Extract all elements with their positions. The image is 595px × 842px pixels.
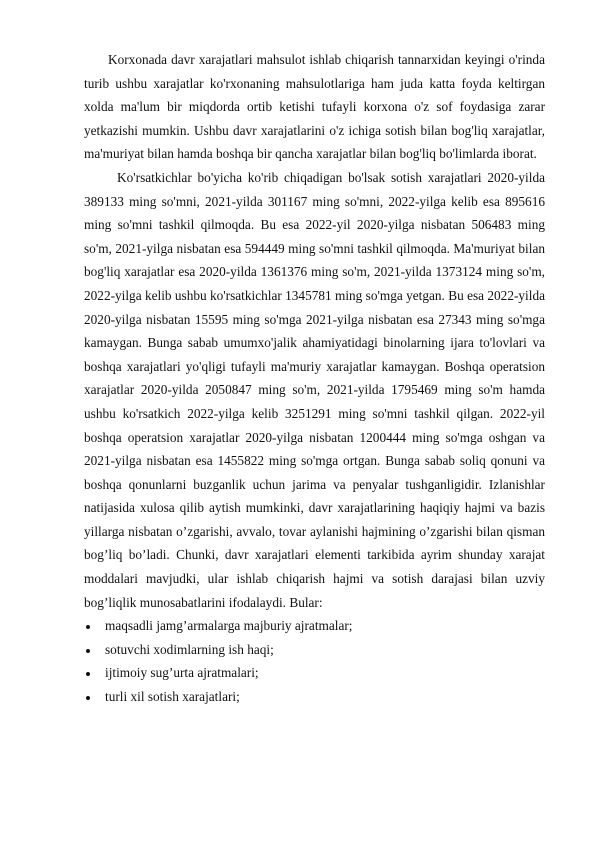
list-item-text: sotuvchi xodimlarning ish haqi;: [105, 641, 274, 657]
bullet-icon: [86, 696, 90, 700]
list-item: [84, 685, 545, 709]
document-page: [84, 48, 545, 709]
list-item-text: maqsadli jamg’armalarga majburiy ajratmalar;: [105, 618, 353, 634]
bullet-icon: [86, 672, 90, 676]
list-item-text: turli xil sotish xarajatlari;: [105, 689, 240, 705]
paragraph-period-costs-intro: Korxonada davr xarajatlari mahsulot ishlab chiqarish tannarxidan keyingi o'rinda turib ushbu xarajatlar ko'rxonaning mahsulotlariga ham juda katta foyda keltirgan xolda ma'lum bir miqdorda ortib ketishi tufayli korxona o'z sof foydasiga zarar yetkazishi mumkin. Ushbu davr xarajatlarini o'z ichiga sotish bilan bog'liq xarajatlar, ma'muriyat bilan hamda boshqa bir qancha xarajatlar bilan bog'liq bo'limlarda iborat.: [84, 52, 545, 162]
list-item-text: ijtimoiy sug’urta ajratmalari;: [105, 665, 259, 681]
bullet-list: [84, 614, 545, 708]
list-item: [84, 661, 545, 685]
bullet-icon: [86, 649, 90, 653]
bullet-icon: [86, 625, 90, 629]
list-item: [84, 638, 545, 662]
paragraph-indicators-analysis: Ko'rsatkichlar bo'yicha ko'rib chiqadigan bo'lsak sotish xarajatlari 2020-yilda 389133 ming so'mni, 2021-yilda 301167 ming so'mni, 2022-yilga kelib esa 895616 ming so'mni tashkil qilmoqda. Bu esa 2022-yil 2020-yilga nisbatan 506483 ming so'm, 2021-yilga nisbatan esa 594449 ming so'mni tashkil qilmoqda. Ma'muriyat bilan bog'liq xarajatlar esa 2020-yilda 1361376 ming so'm, 2021-yilda 1373124 ming so'm, 2022-yilga kelib ushbu ko'rsatkichlar 1345781 ming so'mga yetgan. Bu esa 2022-yilda 2020-yilga nisbatan 15595 ming so'mga 2021-yilga nisbatan esa 27343 ming so'mga kamaygan. Bunga sabab umumxo'jalik ahamiyatidagi binolarning ijara to'lovlari va boshqa xarajatlari yo'qligi tufayli ma'muriy xarajatlar kamaygan. Boshqa operatsion xarajatlar 2020-yilda 2050847 ming so'm, 2021-yilda 1795469 ming so'm hamda ushbu ko'rsatkich 2022-yilga kelib 3251291 ming so'mni tashkil qilgan. 2022-yil boshqa operatsion xarajatlar 2020-yilga nisbatan 1200444 ming so'mga oshgan va 2021-yilga nisbatan esa 1455822 ming so'mga ortgan. Bunga sabab soliq qonuni va boshqa qonunlarni buzganlik uchun jarima va penyalar tushganligidir. Izlanishlar natijasida xulosa qilib aytish mumkinki, davr xarajatlarining haqiqiy hajmi va bazis yillarga nisbatan o’zgarishi, avvalo, tovar aylanishi hajmining o’zgarishi bilan qisman bog’liq bo’ladi. Chunki, davr xarajatlari elementi tarkibida ayrim shunday xarajat moddalari mavjudki, ular ishlab chiqarish hajmi va sotish darajasi bilan uzviy bog’liqlik munosabatlarini ifodalaydi. Bular:: [84, 169, 545, 610]
list-item: [84, 614, 545, 638]
